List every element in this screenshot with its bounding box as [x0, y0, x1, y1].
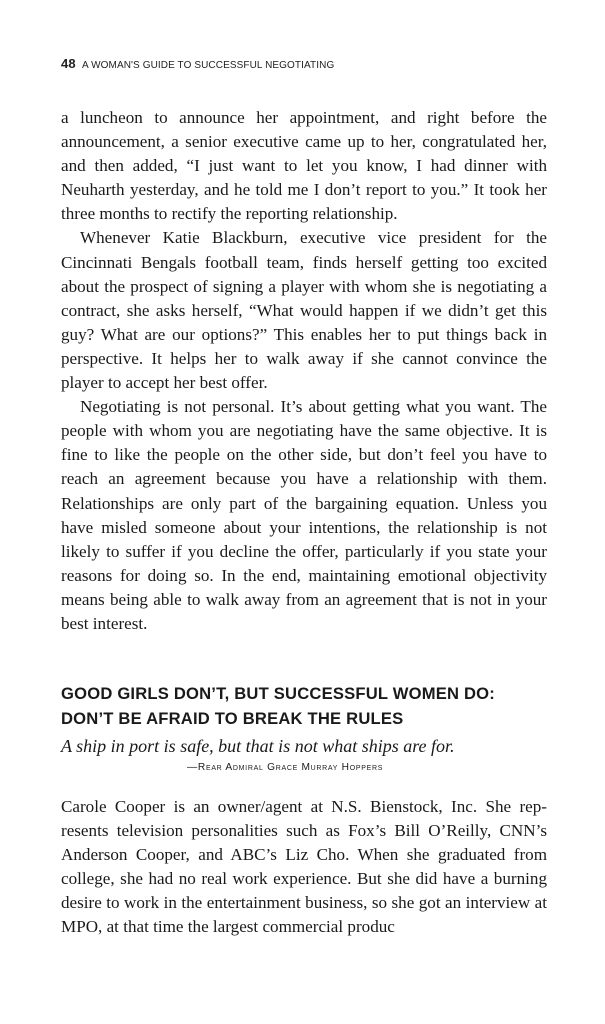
body-text-block — [61, 106, 547, 636]
section-body-text — [61, 795, 547, 940]
page-number: 48 — [61, 56, 76, 71]
section-heading — [61, 681, 547, 731]
section-heading-line-2: DON’T BE AFRAID TO BREAK THE RULES — [61, 709, 404, 728]
book-title: A WOMAN'S GUIDE TO SUCCESSFUL NEGOTIATING — [82, 60, 335, 71]
running-header — [61, 56, 334, 71]
paragraph-katie-blackburn: Whenever Katie Blackburn, executive vice president for the Cincinnati Bengals football team, finds herself getting too excited about the prospect of signing a player with whom she is negotiating a contract, she asks herself, “What would happen if we didn’t get this guy? What are our options?” This enables her to put things back in perspective. It helps her to walk away if she cannot convince the player to accept her best offer. — [61, 228, 547, 393]
paragraph-negotiating-not-personal: Negotiating is not personal. It’s about getting what you want. The people with whom you are negotiating have the same objective. It is fine to like the people on the other side, but don’t feel you have to reach an agreement because you have a relationship with them. Relationships are only part of the bargaining equation. Unless you have misled someone about your intentions, the relationship is not likely to suffer if you decline the offer, particularly if you state your reasons for doing so. In the end, maintaining emotional objectivity means being able to walk away from an agreement that is not in your best interest. — [61, 397, 547, 633]
paragraph-carole-cooper: Carole Cooper is an owner/agent at N.S. Bienstock, Inc. She represents television personalities such as Fox’s Bill O’Reilly, CNN’s Anderson Cooper, and ABC’s Liz Cho. When she graduated from college, she had no real work experience. But she did have a burning desire to work in the entertainment business, so she got an interview at MPO, at that time the largest commercial produc — [61, 797, 547, 937]
paragraph-continuation: a luncheon to announce her appointment, and right before the announcement, a senior executive came up to her, congratulated her, and then added, “I just want to let you know, I had dinner with Neuharth yesterday, and he told me I don’t report to you.” It took her three months to rectify the reporting relationship. — [61, 108, 547, 224]
section-heading-line-1: GOOD GIRLS DON’T, BUT SUCCESSFUL WOMEN DO: — [61, 684, 496, 703]
epigraph-attribution: —Rear Admiral Grace Murray Hoppers — [187, 762, 384, 773]
epigraph-quote: A ship in port is safe, but that is not what ships are for. — [61, 736, 455, 756]
